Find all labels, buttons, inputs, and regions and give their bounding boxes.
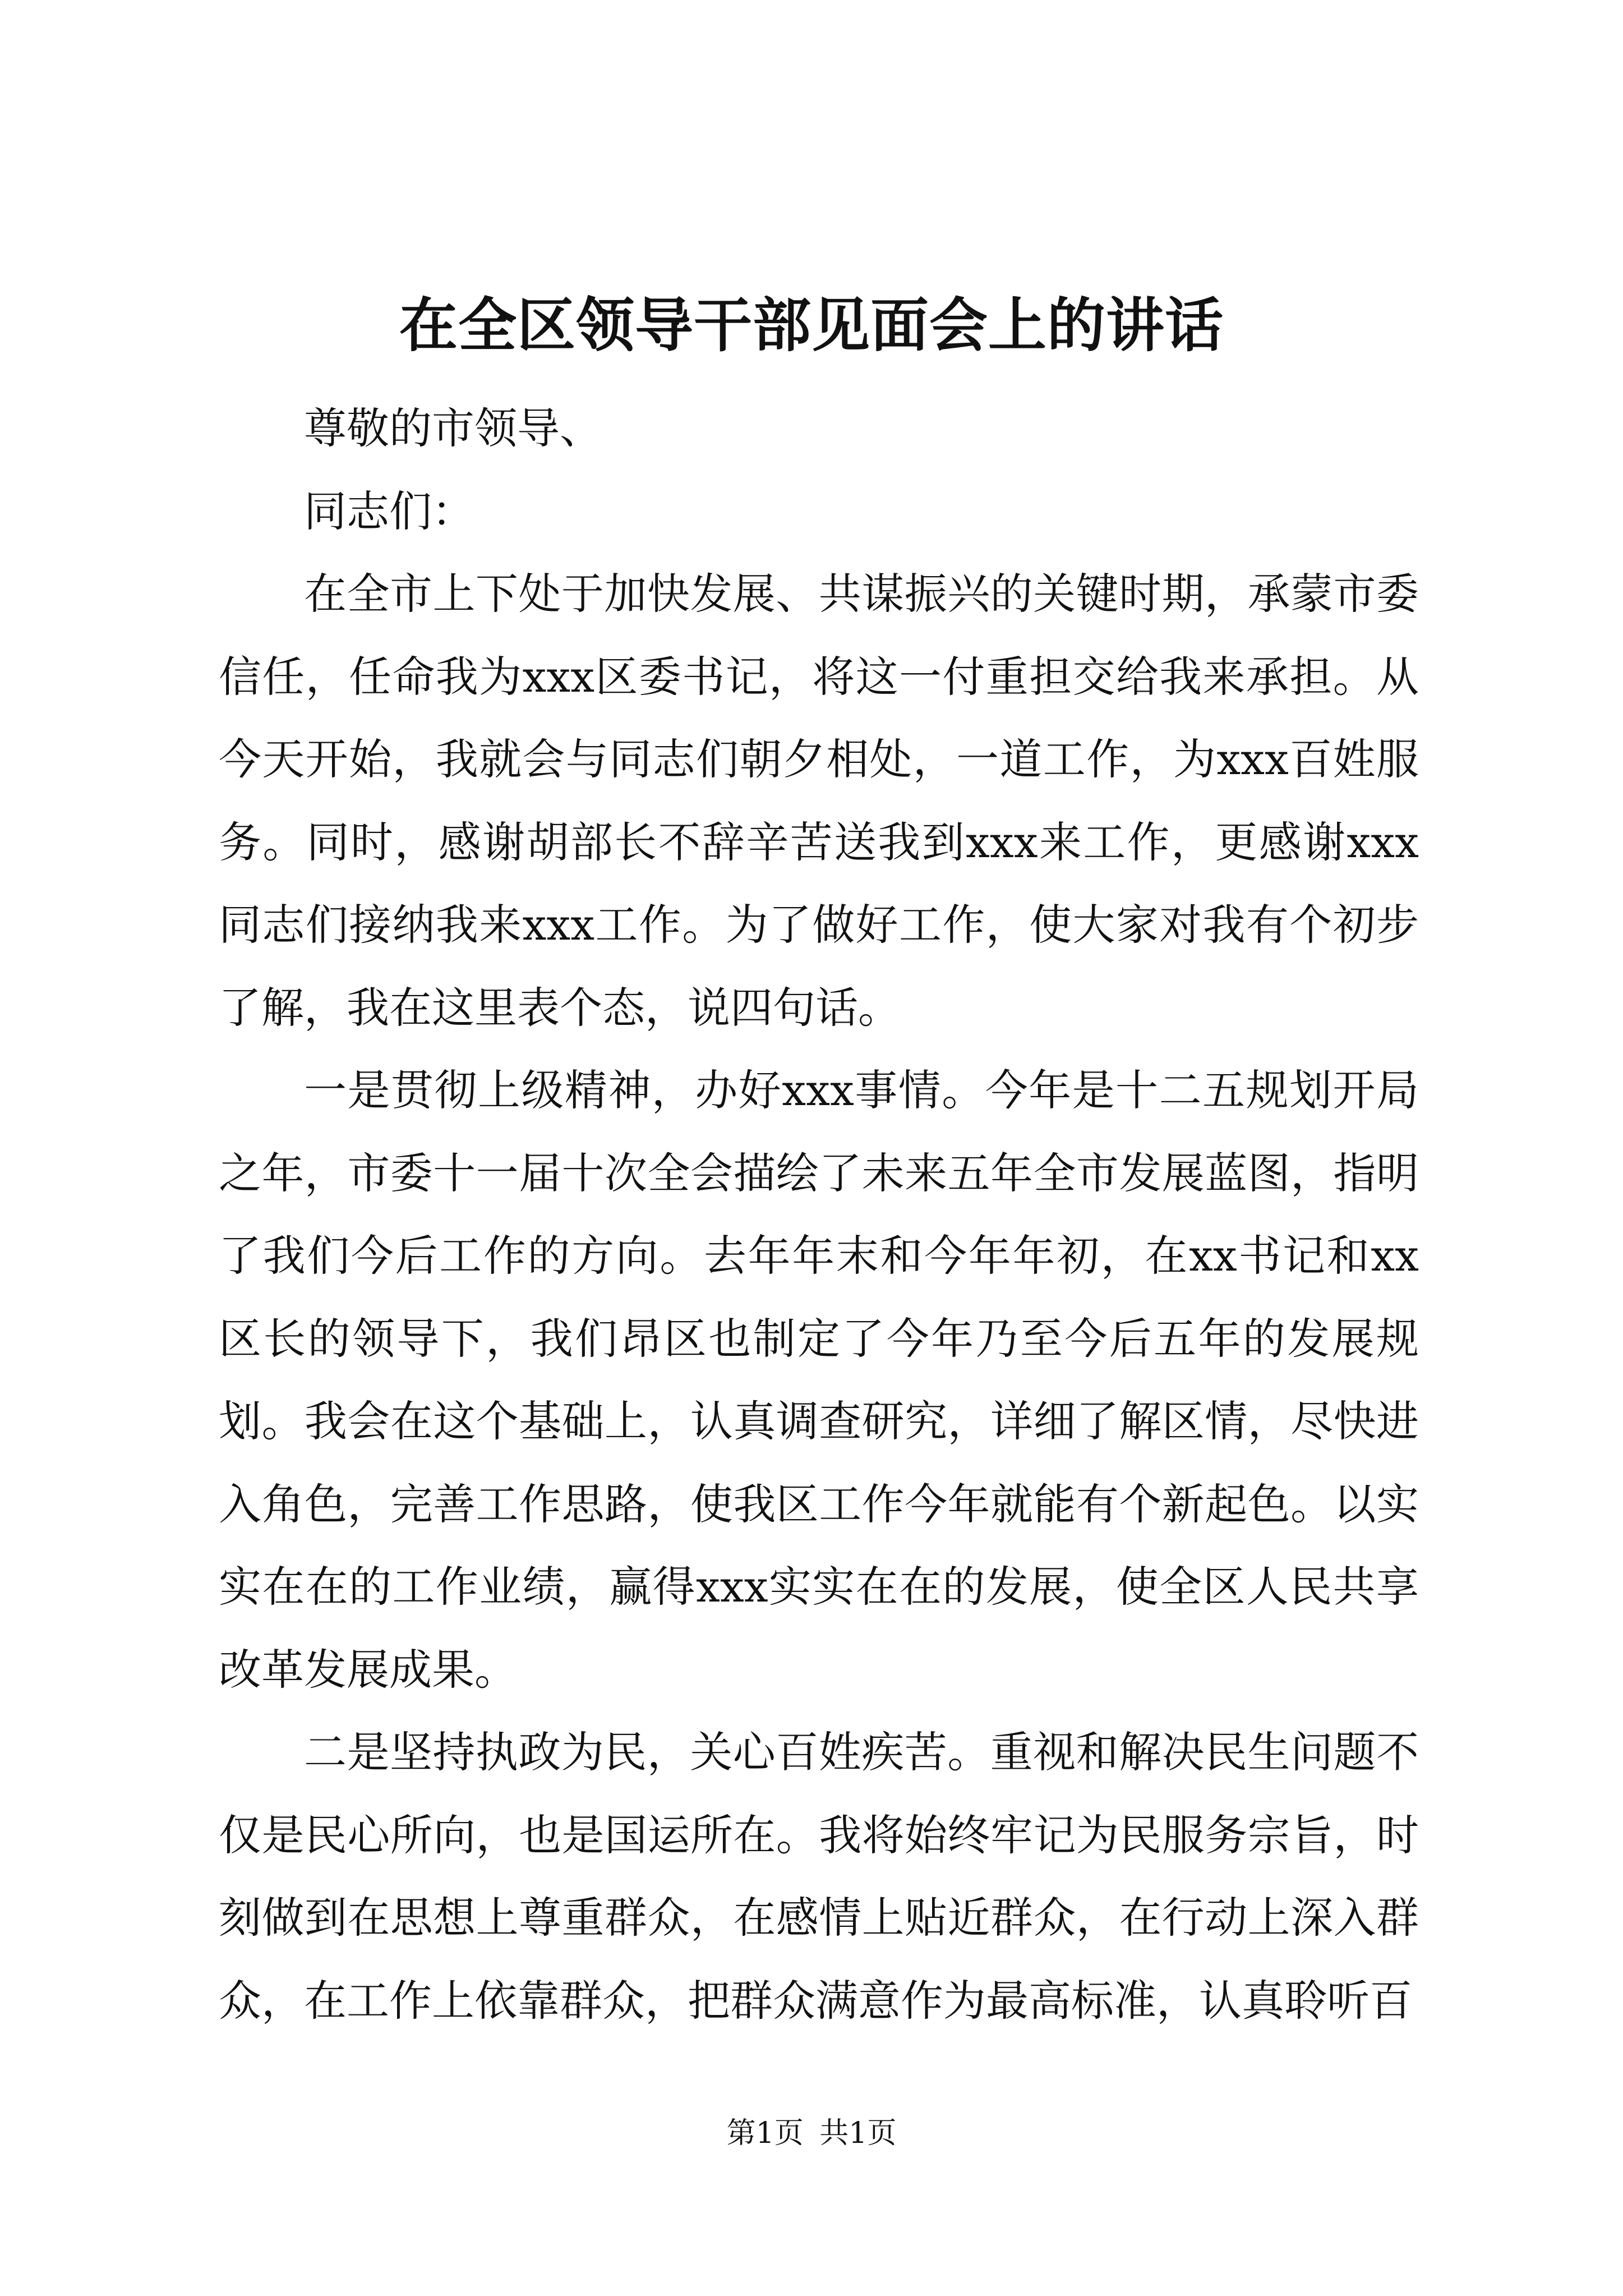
body-paragraph: 一是贯彻上级精神，办好xxx事情。今年是十二五规划开局之年，市委十一届十次全会描绘了未来五年全市发展蓝图，指明了我们今后工作的方向。去年年末和今年年初，在xx书记和xx区长的领导下，我们昂区也制定了今年乃至今后五年的发展规划。我会在这个基础上，认真调查研究，详细了解区情，尽快进入角色，完善工作思路，使我区工作今年就能有个新起色。以实实在在的工作业绩，赢得xxx实实在在的发展，使全区人民共享改革发展成果。 xyxy=(219,1065,1419,1695)
page-total: 共1页 xyxy=(819,2116,897,2150)
page-footer xyxy=(0,2114,1623,2153)
page-number: 第1页 xyxy=(726,2116,804,2150)
body-paragraph: 二是坚持执政为民，关心百姓疾苦。重视和解决民生问题不仅是民心所向，也是国运所在。我将始终牢记为民服务宗旨，时刻做到在思想上尊重群众，在感情上贴近群众，在行动上深入群众，在工作上依靠群众，把群众满意作为最高标准，认真聆听百 xyxy=(219,1727,1419,2026)
document-body xyxy=(219,387,1419,2042)
body-paragraph: 在全市上下处于加快发展、共谋振兴的关键时期，承蒙市委信任，任命我为xxx区委书记，将这一付重担交给我来承担。从今天开始，我就会与同志们朝夕相处，一道工作，为xxx百姓服务。同时，感谢胡部长不辞辛苦送我到xxx来工作，更感谢xxx同志们接纳我来xxx工作。为了做好工作，使大家对我有个初步了解，我在这里表个态，说四句话。 xyxy=(219,569,1419,1033)
salutation-line-1: 尊敬的市领导、 xyxy=(304,403,602,453)
document-title: 在全区领导干部见面会上的讲话 xyxy=(399,291,1224,360)
salutation-line-2: 同志们： xyxy=(304,486,474,536)
